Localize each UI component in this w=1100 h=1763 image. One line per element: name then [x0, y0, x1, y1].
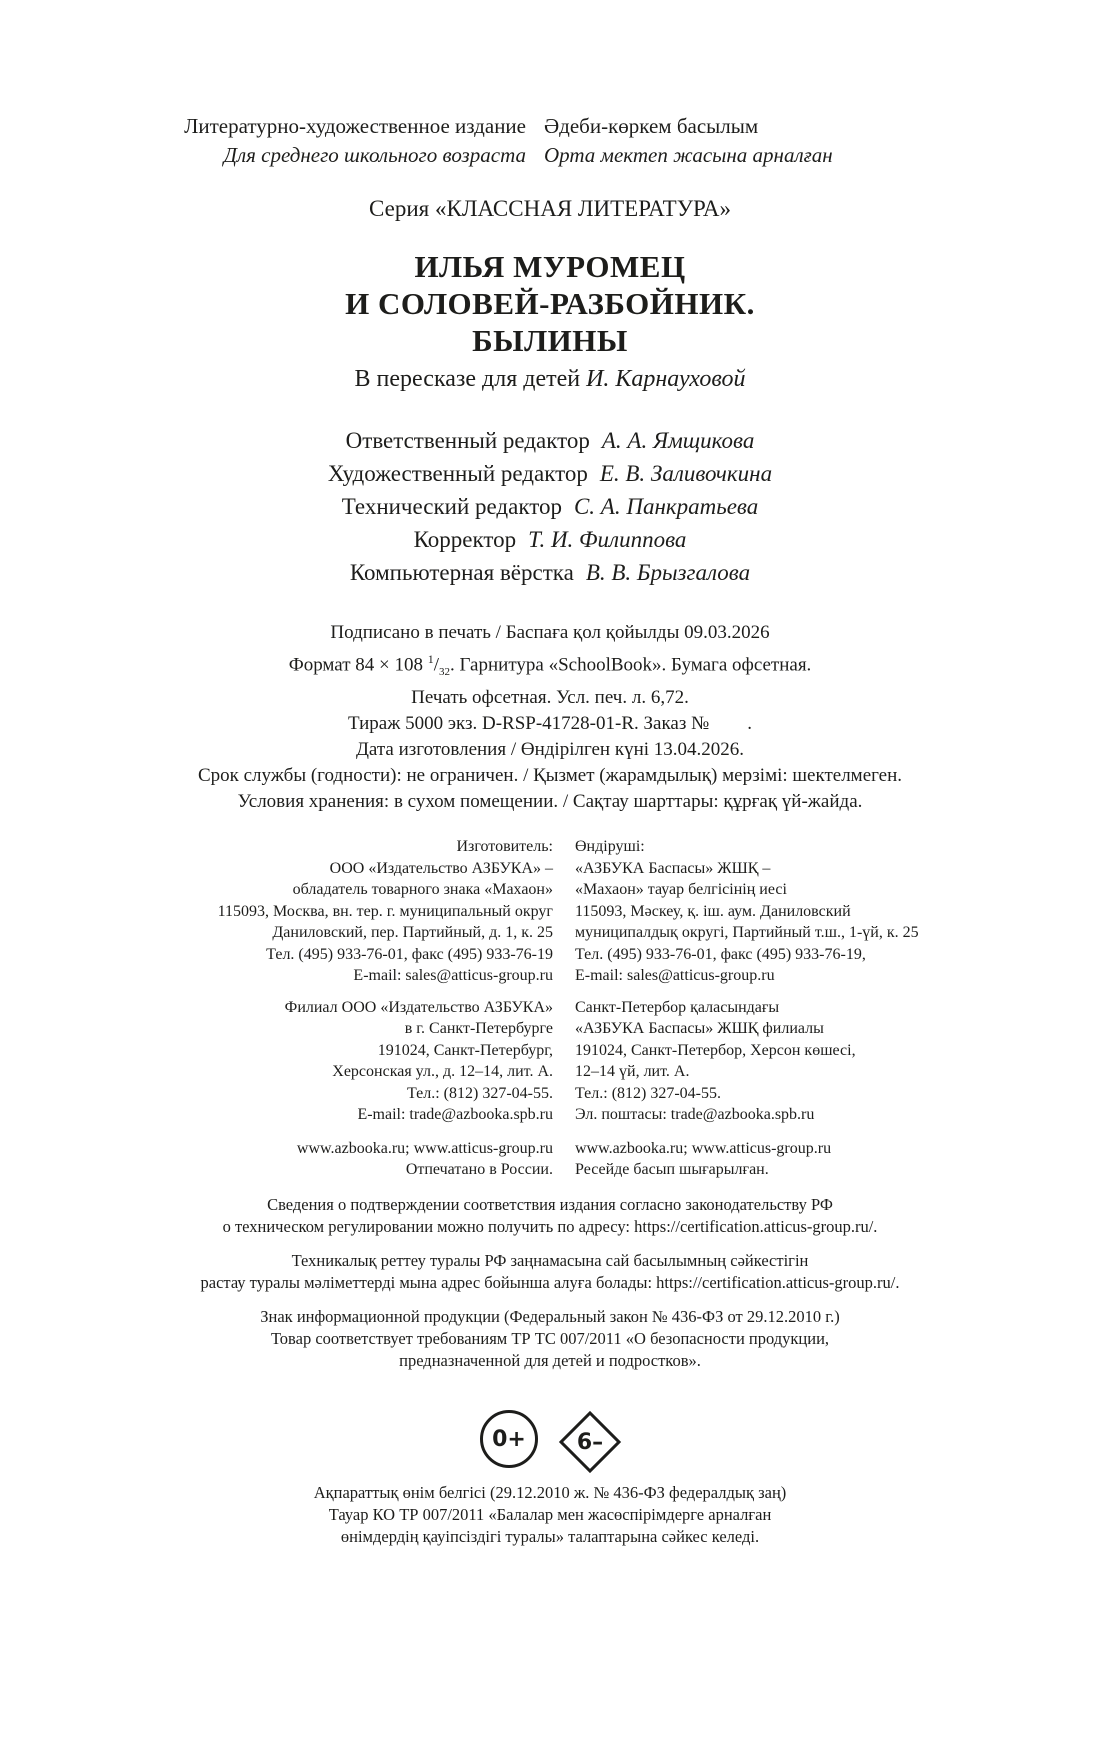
age-rating-0plus: 0+	[480, 1410, 538, 1468]
editors-list	[0, 424, 1100, 589]
editor-role: Корректор	[413, 527, 517, 552]
edition-type-kz: Әдеби-көркем басылым	[544, 114, 759, 138]
age-group-ru: Для среднего школьного возраста	[223, 143, 526, 167]
information-product-note-kz: Ақпараттық өнім белгісі (29.12.2010 ж. № 436-ФЗ федералдық заң) Тауар КО ТР 007/2011 «Балалар мен жасөспірімдерге арналған өнімдердің қауіпсіздігі туралы» талаптарына сәйкес келеді.	[313, 1483, 787, 1546]
editor-name: Е. В. Заливочкина	[599, 461, 773, 486]
retelling-text: В пересказе для детей	[354, 366, 581, 392]
editor-name: А. А. Ямщикова	[601, 428, 755, 453]
print-method: Печать офсетная. Усл. печ. л. 6,72.	[411, 687, 689, 709]
title-line-3: БЫЛИНЫ	[472, 323, 628, 358]
edition-type-block	[0, 112, 1100, 170]
print-details	[0, 620, 1100, 815]
retelling-credit	[0, 366, 1100, 393]
storage-conditions: Условия хранения: в сухом помещении. / Сақтау шарттары: құрғақ үй-жайда.	[237, 791, 863, 813]
editor-name: В. В. Брызгалова	[585, 560, 751, 585]
manufacture-date: Дата изготовления / Өндірілген күні 13.04.2026.	[355, 739, 745, 761]
title-line-1: ИЛЬЯ МУРОМЕЦ	[414, 249, 686, 284]
format-line: Формат 84 × 108 $^1/_{32}$. Гарнитура «SchoolBook». Бумага офсетная.	[288, 652, 812, 679]
manufacturer-ru: Изготовитель: ООО «Издательство АЗБУКА» – обладатель товарного знака «Махаон» 115093, Москва, вн. тер. г. муниципальный округ Даниловский, пер. Партийный, д. 1, к. 25 Тел. (495) 933-76-01, факс (495) 933-76-19 E-mail: sales@atticus-group.ru Филиал ООО «Издательство АЗБУКА» в г. Санкт-Петербурге 191024, Санкт-Петербург, Херсонская ул., д. 12–14, лит. А. Тел.: (812) 327-04-55. E-mail: trade@azbooka.spb.ru www.azbooka.ru; www.atticus-group.ru Отпечатано в России.	[217, 838, 553, 1178]
editor-role: Художественный редактор	[327, 461, 588, 486]
age-rating-6: 6–	[576, 1429, 604, 1455]
age-rating-signs	[0, 1406, 1100, 1476]
age-rating-diamond-icon	[554, 1406, 624, 1476]
law-note-ru: Знак информационной продукции (Федеральный закон № 436-ФЗ от 29.12.2010 г.) Товар соответствует требованиям ТР ТС 007/2011 «О безопасности продукции, предназначенной для детей и подростков».	[260, 1307, 840, 1370]
edition-type-ru: Литературно-художественное издание	[184, 114, 526, 138]
book-title	[0, 248, 1100, 359]
editor-row	[0, 457, 1100, 490]
editor-name: С. А. Панкратьева	[573, 494, 759, 519]
certification-notes	[0, 1194, 1100, 1384]
age-rating-circle-icon	[476, 1406, 546, 1476]
editor-row	[0, 556, 1100, 589]
editor-role: Компьютерная вёрстка	[349, 560, 574, 585]
manufacturer-block	[0, 836, 1100, 1181]
editor-role: Ответственный редактор	[345, 428, 590, 453]
manufacturer-kz: Өндіруші: «АЗБУКА Баспасы» ЖШҚ – «Махаон» тауар белгісінің иесі 115093, Мәскеу, қ. іш. аум. Даниловский муниципалдық округі, Партийный т.ш., 1-үй, к. 25 Тел. (495) 933-76-01, факс (495) 933-76-19, E-mail: sales@atticus-group.ru Санкт-Петербор қаласындағы «АЗБУКА Баспасы» ЖШҚ филиалы 191024, Санкт-Петербор, Херсон көшесі, 12–14 үй, лит. А. Тел.: (812) 327-04-55. Эл. поштасы: trade@azbooka.spb.ru www.azbooka.ru; www.atticus-group.ru Ресейде басып шығарылған.	[575, 838, 919, 1178]
editor-row	[0, 523, 1100, 556]
editor-row	[0, 424, 1100, 457]
cert-note-ru: Сведения о подтверждении соответствия издания согласно законодательству РФ о техническом регулировании можно получить по адресу: https://certification.atticus-group.ru/.	[222, 1195, 878, 1236]
age-group-kz: Орта мектеп жасына арналған	[544, 143, 833, 167]
editor-row	[0, 490, 1100, 523]
retelling-author: И. Карнауховой	[586, 366, 746, 392]
service-life: Срок службы (годности): не ограничен. / Қызмет (жарамдылық) мерзімі: шектелмеген.	[197, 765, 903, 787]
print-run: Тираж 5000 экз. D-RSP-41728-01-R. Заказ № .	[348, 713, 752, 735]
editor-name: Т. И. Филиппова	[528, 527, 687, 552]
series-name: Серия «КЛАССНАЯ ЛИТЕРАТУРА»	[369, 196, 731, 221]
signed-date: Подписано в печать / Баспаға қол қойылды 09.03.2026	[330, 622, 770, 643]
editor-role: Технический редактор	[341, 494, 562, 519]
title-line-2: И СОЛОВЕЙ-РАЗБОЙНИК.	[345, 286, 755, 321]
cert-note-kz: Техникалық реттеу туралы РФ заңнамасына сай басылымның сәйкестігін растау туралы мәліметтерді мына адрес бойынша алуға болады: https://certification.atticus-group.ru/.	[200, 1251, 900, 1292]
